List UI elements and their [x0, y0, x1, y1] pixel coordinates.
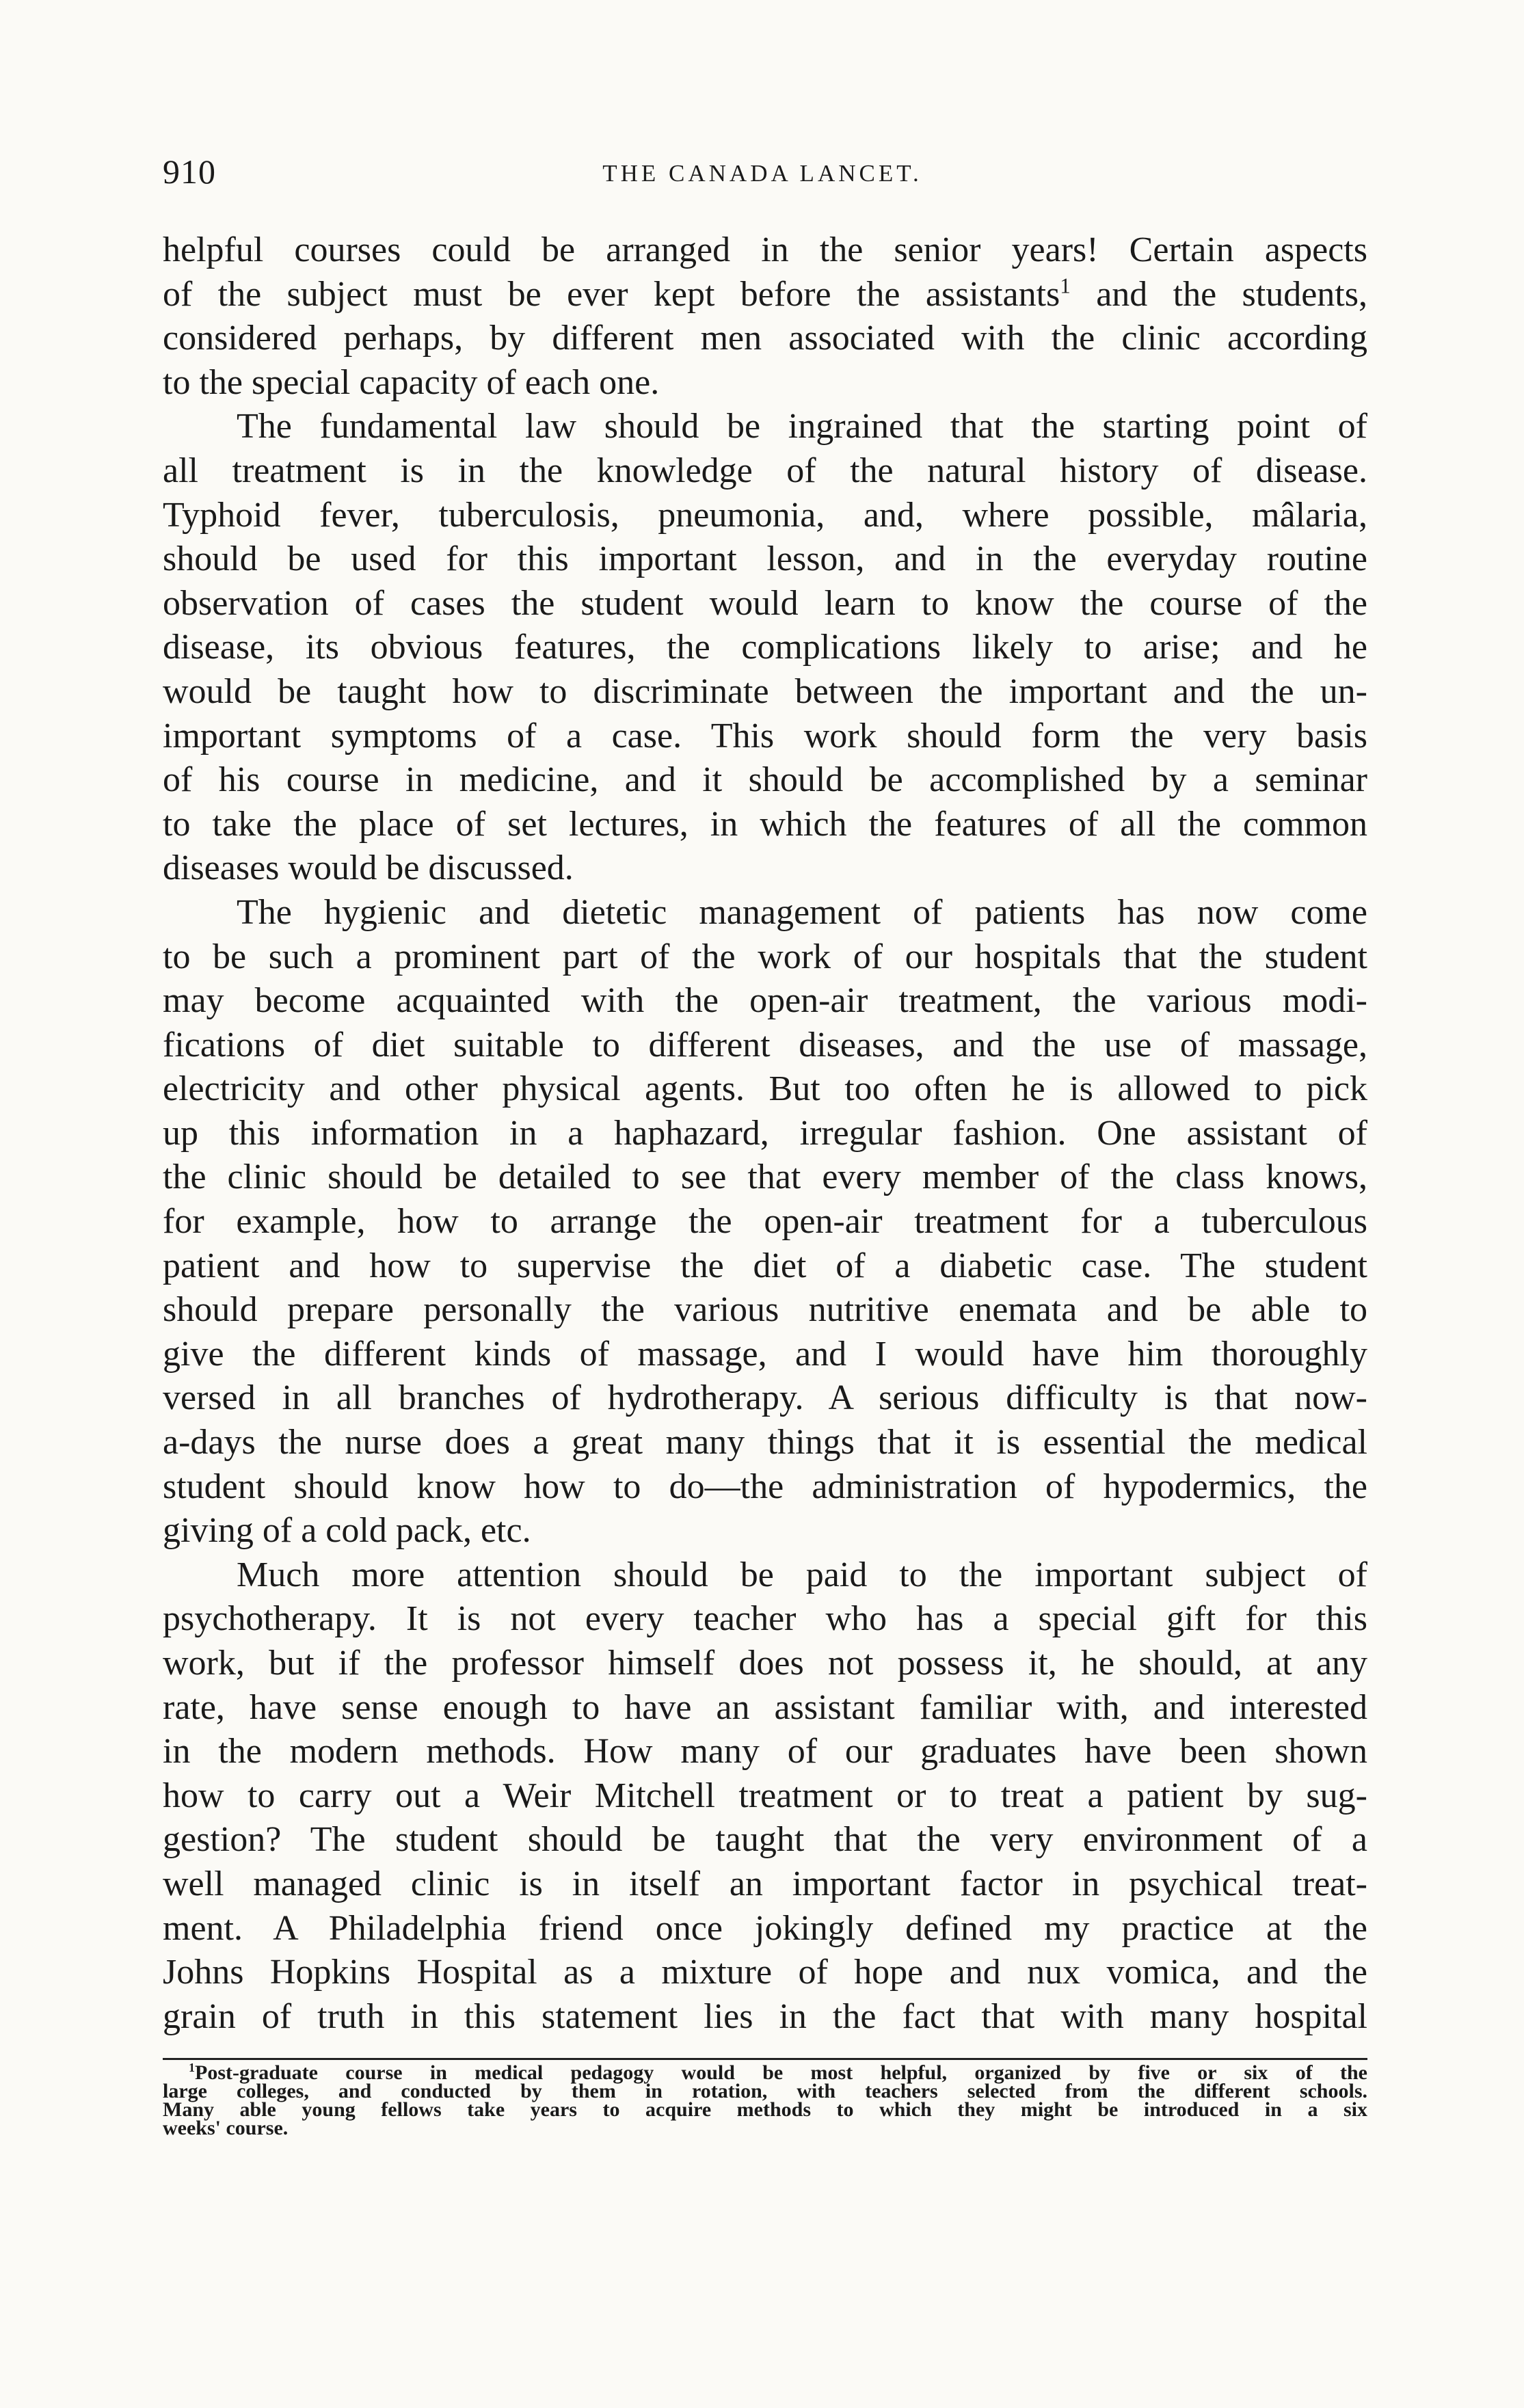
- body-line: fications of diet suitable to different diseases, and the use of massage,: [163, 1025, 1367, 1065]
- body-line: in the modern methods. How many of our graduates have been shown: [163, 1732, 1367, 1771]
- body-line: Typhoid fever, tuberculosis, pneumonia, and, where possible, mâlaria,: [163, 495, 1367, 535]
- body-line: Johns Hopkins Hospital as a mixture of hope and nux vomica, and the: [163, 1953, 1367, 1992]
- running-head: [157, 152, 1367, 193]
- body-line: giving of a cold pack, etc.: [163, 1511, 531, 1551]
- body-line: all treatment is in the knowledge of the natural history of disease.: [163, 451, 1367, 490]
- body-line: to the special capacity of each one.: [163, 362, 660, 402]
- body-line-segment: of the subject must be ever kept before the assistants: [163, 274, 1060, 314]
- body-line: give the different kinds of massage, and I would have him thoroughly: [163, 1334, 1367, 1374]
- body-line: disease, its obvious features, the complications likely to arise; and he: [163, 628, 1367, 667]
- body-line: helpful courses could be arranged in the senior years! Certain aspects: [163, 230, 1367, 269]
- page-number: 910: [163, 152, 216, 191]
- body-line: of his course in medicine, and it should be accomplished by a seminar: [163, 760, 1367, 800]
- body-line: The hygienic and dietetic management of patients has now come: [237, 892, 1367, 932]
- body-line: gestion? The student should be taught that the very environment of a: [163, 1820, 1367, 1860]
- body-line: should prepare personally the various nutritive enemata and be able to: [163, 1290, 1367, 1330]
- body-line: grain of truth in this statement lies in the fact that with many hospital: [163, 1996, 1367, 2036]
- body-line: for example, how to arrange the open-air treatment for a tuberculous: [163, 1202, 1367, 1242]
- body-line: a-days the nurse does a great many things that it is essential the medical: [163, 1423, 1367, 1462]
- body-line-segment: and the students,: [1070, 274, 1367, 314]
- body-line: work, but if the professor himself does not possess it, he should, at any: [163, 1644, 1367, 1683]
- body-line: patient and how to supervise the diet of a diabetic case. The student: [163, 1246, 1367, 1285]
- body-line: Much more attention should be paid to the important subject of: [237, 1555, 1367, 1594]
- body-line: versed in all branches of hydrotherapy. A serious difficulty is that now-: [163, 1378, 1367, 1418]
- footnote-line: [163, 2063, 1367, 2082]
- footnote-marker: 1: [1060, 273, 1071, 298]
- body-line: important symptoms of a case. This work should form the very basis: [163, 716, 1367, 755]
- body-line: psychotherapy. It is not every teacher who has a special gift for this: [163, 1599, 1367, 1639]
- body-line: should be used for this important lesson, and in the everyday routine: [163, 539, 1367, 579]
- body-line: to take the place of set lectures, in which the features of all the common: [163, 804, 1367, 844]
- footnote-number: 1: [189, 2061, 195, 2074]
- footnote: [163, 2063, 1367, 2137]
- footnote-line-text: Post-graduate course in medical pedagogy would be most helpful, organized by five or six of the: [195, 2061, 1367, 2084]
- footnote-line: large colleges, and conducted by them in rotation, with teachers selected from the different schools.: [163, 2080, 1367, 2102]
- body-line: how to carry out a Weir Mitchell treatment or to treat a patient by sug-: [163, 1776, 1367, 1815]
- body-line: The fundamental law should be ingrained that the starting point of: [237, 407, 1367, 446]
- footnote-line: weeks' course.: [163, 2117, 289, 2139]
- body-line: electricity and other physical agents. But too often he is allowed to pick: [163, 1069, 1367, 1109]
- footnote-line: Many able young fellows take years to acquire methods to which they might be introduced in a six: [163, 2098, 1367, 2121]
- body-line: would be taught how to discriminate between the important and the un-: [163, 671, 1367, 711]
- body-line: observation of cases the student would learn to know the course of the: [163, 583, 1367, 623]
- body-line: up this information in a haphazard, irregular fashion. One assistant of: [163, 1113, 1367, 1153]
- body-line: diseases would be discussed.: [163, 848, 574, 888]
- body-line: considered perhaps, by different men associated with the clinic according: [163, 319, 1367, 358]
- journal-title: THE CANADA LANCET.: [602, 160, 922, 187]
- body-line: to be such a prominent part of the work of our hospitals that the student: [163, 937, 1367, 976]
- body-line: well managed clinic is in itself an important factor in psychical treat-: [163, 1864, 1367, 1903]
- body-line: the clinic should be detailed to see that every member of the class knows,: [163, 1158, 1367, 1197]
- body-text: [163, 228, 1367, 2039]
- body-line: ment. A Philadelphia friend once jokingly defined my practice at the: [163, 1908, 1367, 1948]
- body-line: rate, have sense enough to have an assistant familiar with, and interested: [163, 1687, 1367, 1727]
- body-line: may become acquainted with the open-air treatment, the various modi-: [163, 981, 1367, 1021]
- footnote-divider: [163, 2058, 1367, 2060]
- body-line: student should know how to do—the administration of hypodermics, the: [163, 1467, 1367, 1506]
- body-line: [163, 273, 1367, 317]
